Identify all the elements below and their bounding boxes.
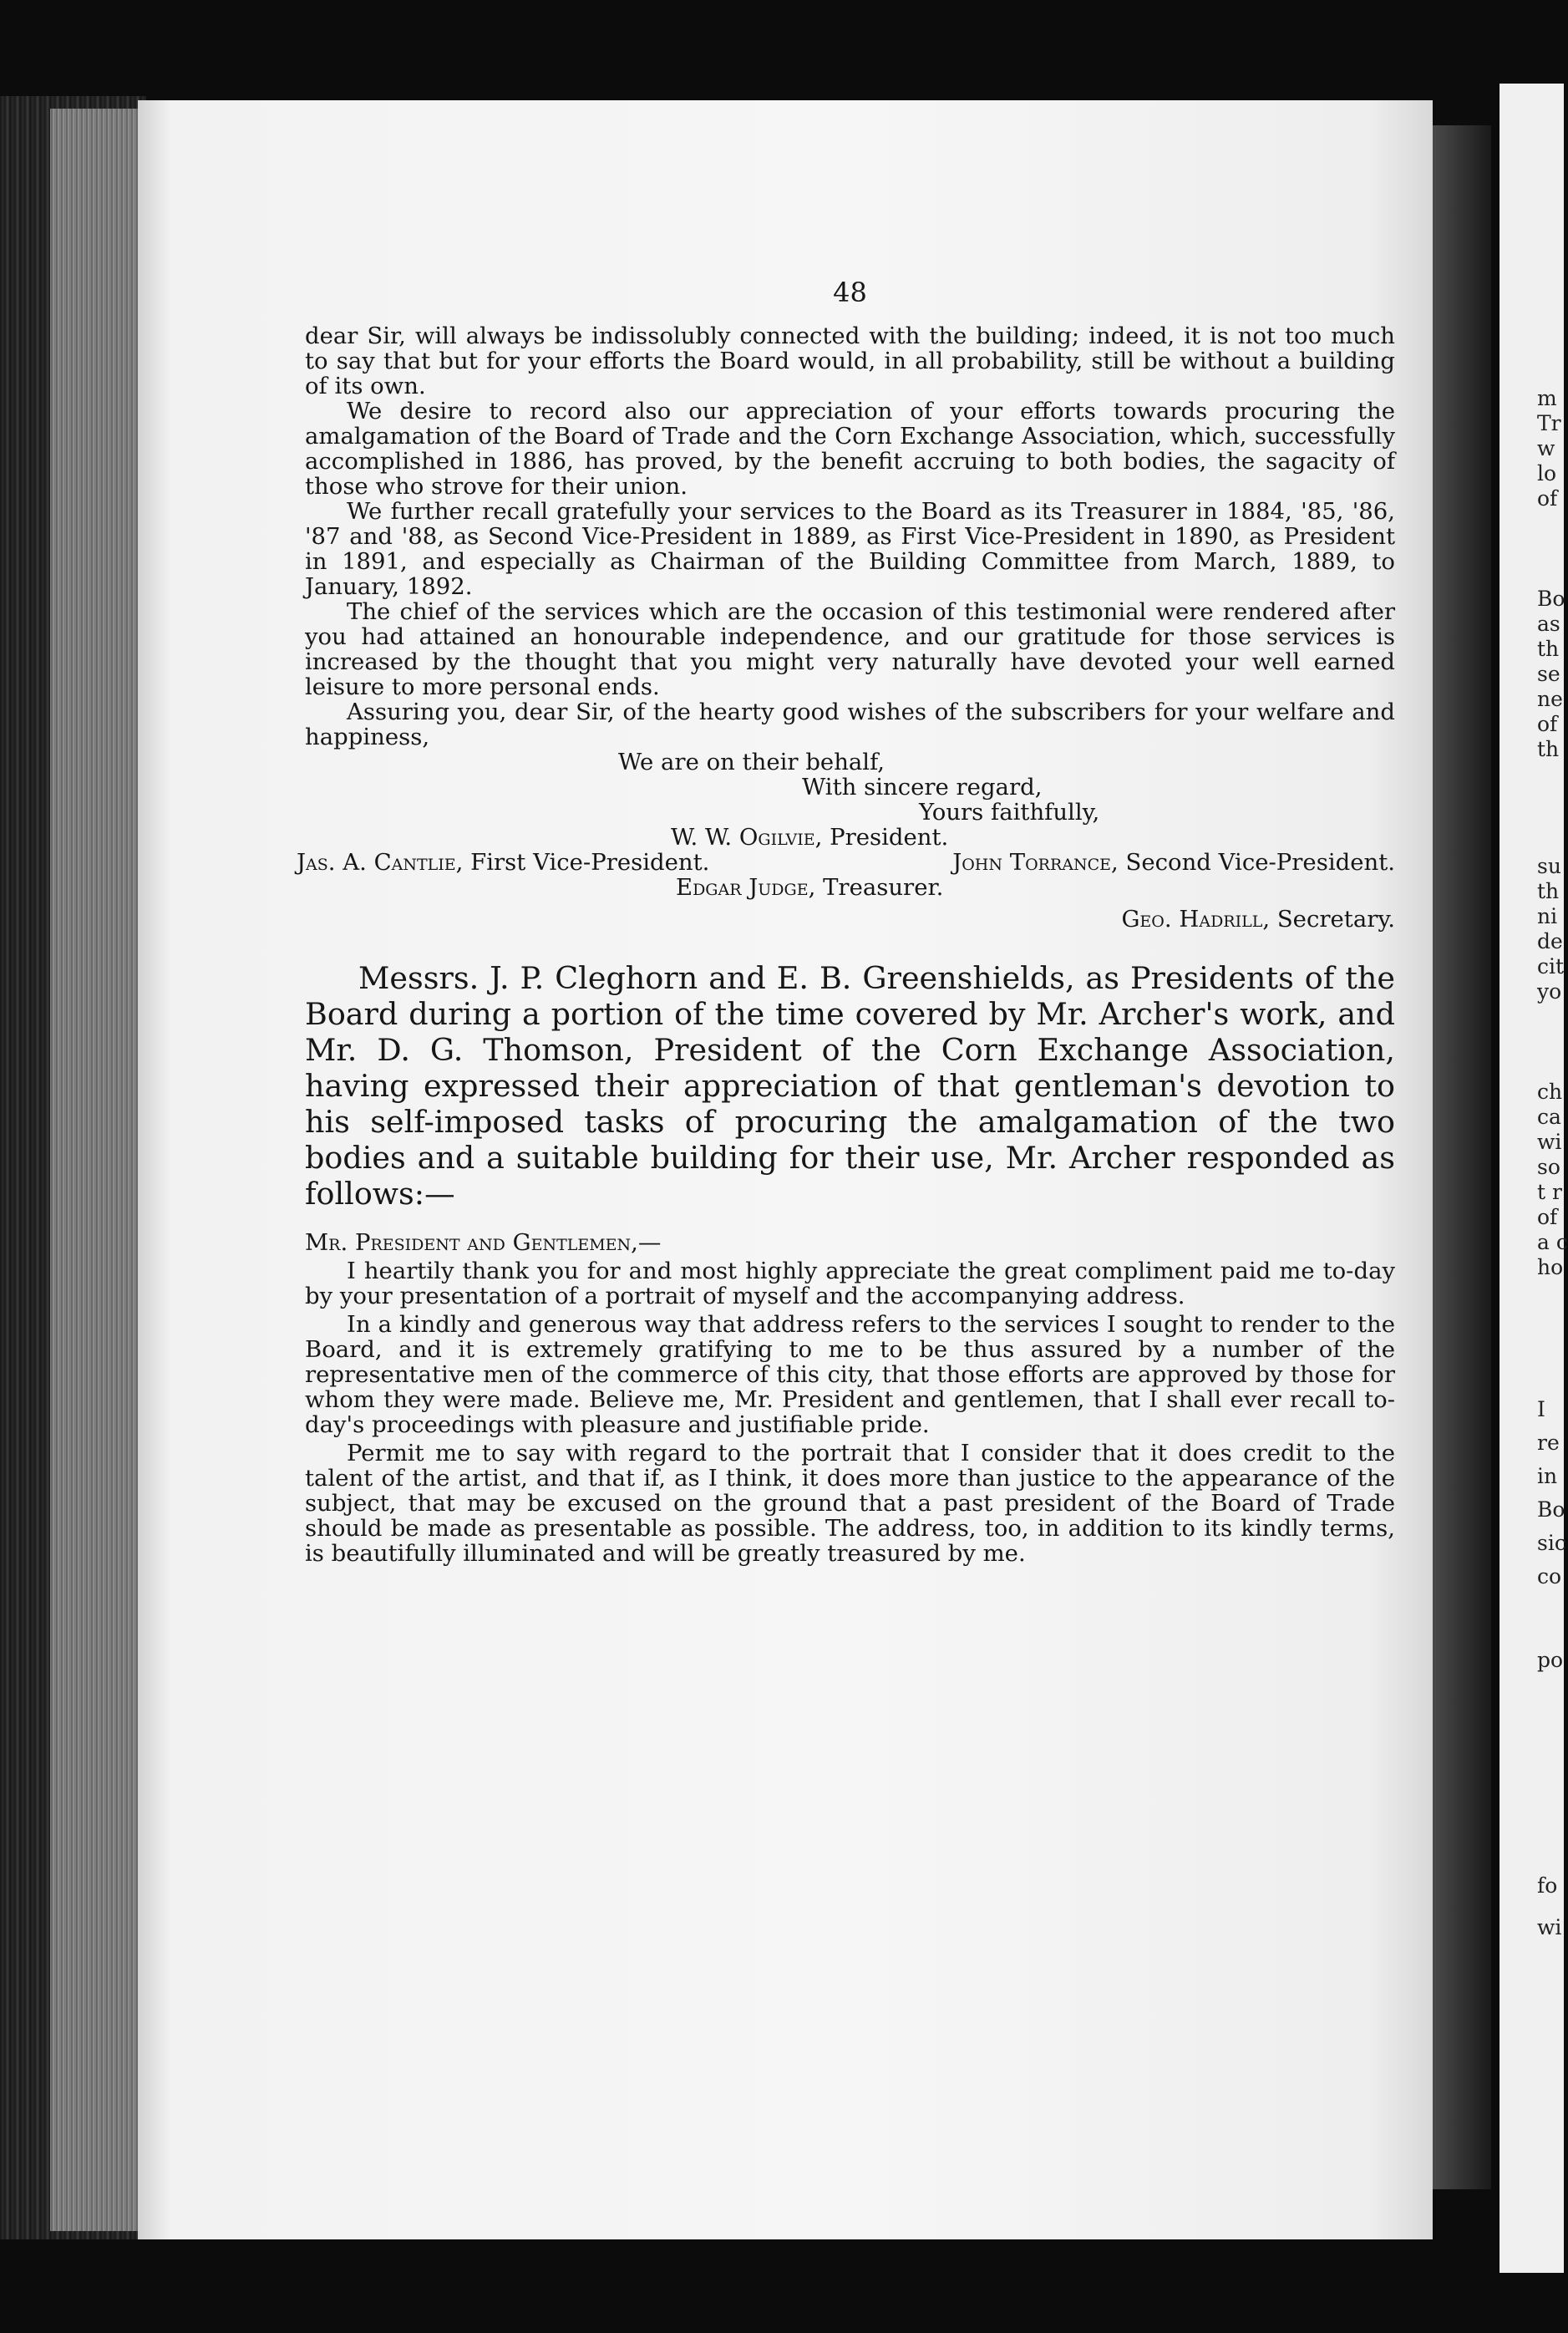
next-page-word: ne [1537,687,1563,711]
signatory-judge [305,875,1395,900]
next-page-word: a c [1537,1230,1568,1254]
reply-paragraph: Permit me to say with regard to the portrait that I consider that it does credit to the talent of the artist, and that if, as I think, it does more than justice to the appearance of the subject, that may be excused on the ground that a past president of the Board of Trade should be made as presentable as possible. The address, too, in addition to its kindly terms, is beautifully illuminated and will be greatly treasured by me. [305,1440,1395,1567]
next-page-word: de [1537,929,1563,953]
next-page-word: ch [1537,1080,1563,1104]
next-page-word: as [1537,612,1560,636]
next-page-word: Tr [1537,411,1561,435]
signatory-hadrill [305,907,1395,932]
next-page-word: in [1537,1464,1558,1488]
next-page-word: ca [1537,1105,1561,1129]
signatory-title: President. [830,824,949,851]
paragraph: We further recall gratefully your services to the Board as its Treasurer in 1884, '85, '86, '87 and '88, as Second Vice-President in 1889, as First Vice-President in 1890, as President in 1891, and especially as Chairman of the Building Committee from March, 1889, to January, 1892. [305,498,1395,600]
page-gutter-shadow [1433,125,1491,2189]
closing-line: With sincere regard, [802,774,1043,801]
intro-paragraph: Messrs. J. P. Cleghorn and E. B. Greenshields, as Presidents of the Board during a portion of the time covered by Mr. Archer's work, and Mr. D. G. Thomson, President of the Corn Exchange Association, having expressed their appreciation of that gentleman's devotion to his self-imposed tasks of procuring the amalgamation of the two bodies and a suitable building for their use, Mr. Archer responded as follows:— [305,960,1395,1212]
signatory-name: Edgar Judge, [676,874,816,901]
next-page-word: re [1537,1431,1560,1455]
next-page-word: m [1537,386,1557,410]
closing-line: We are on their behalf, [618,749,885,775]
next-page-word: Bo [1537,1497,1565,1522]
signatory-ogilvie [305,825,1395,850]
signatory-name: Jas. A. Cantlie, [297,849,464,876]
next-page-word: t r [1537,1180,1562,1204]
closing-line: Yours faithfully, [919,799,1100,826]
next-page-word: so [1537,1155,1560,1179]
paragraph: Assuring you, dear Sir, of the hearty good wishes of the subscribers for your welfare and happiness, [305,699,1395,750]
next-page-word: ni [1537,904,1558,928]
next-page-word: th [1537,879,1560,903]
next-page-word: co [1537,1564,1562,1588]
signatory-title: Secretary. [1276,906,1395,933]
reply-speech [305,1258,1395,1566]
next-page-word: of [1537,486,1558,511]
signatory-row [297,849,1395,876]
paragraph: The chief of the services which are the occasion of this testimonial were rendered after you had attained an honourable independence, and our gratitude for those services is increased by the thought that you might very naturally have devoted your well earned leisure to more personal ends. [305,598,1395,700]
salutation: Mr. President and Gentlemen,— [305,1229,662,1256]
signatory-name: John Torrance, [952,849,1119,876]
signatory-name: Geo. Hadrill, [1121,906,1271,933]
next-page-word: wi [1537,1915,1562,1939]
signatories [297,824,1395,933]
paragraph: dear Sir, will always be indissolubly connected with the building; indeed, it is not too much to say that but for your efforts the Board would, in all probability, still be without a building of its own. [305,323,1395,399]
next-page-word: of [1537,1205,1558,1229]
next-page-word: ho [1537,1255,1564,1279]
signatory-title: Treasurer. [823,874,944,901]
next-page-word: th [1537,737,1560,761]
next-page-word: sic [1537,1531,1566,1555]
next-page-word: cit [1537,954,1565,978]
next-page-word: lo [1537,461,1557,485]
next-page-word: of [1537,712,1558,736]
reply-paragraph: I heartily thank you for and most highly appreciate the great compliment paid me to-day by your presentation of a portrait of myself and the accompanying address. [305,1258,1395,1309]
next-page-word: yo [1537,979,1562,1004]
page-stack-edge [50,109,150,2231]
signatory-cantlie [297,850,709,875]
letter-closing [305,750,1395,825]
signatory-title: Second Vice-President. [1125,849,1395,876]
page-number: 48 [833,277,867,308]
reply-paragraph: In a kindly and generous way that address refers to the services I sought to render to the Board, and it is extremely gratifying to me to be thus assured by a number of the representative men of the commerce of this city, that those efforts are approved by those for whom they were made. Believe me, Mr. President and gentlemen, that I shall ever recall to-day's proceedings with pleasure and justifiable pride. [305,1311,1395,1438]
next-page-word: w [1537,436,1555,460]
next-page-word: su [1537,854,1561,878]
next-page-word: I [1537,1397,1545,1421]
signatory-title: First Vice-President. [470,849,710,876]
next-page-word: Bo [1537,587,1565,611]
next-page-word: th [1537,637,1560,661]
page-content [297,277,1395,1569]
paragraph: We desire to record also our appreciation of your efforts towards procuring the amalgamation of the Board of Trade and the Corn Exchange Association, which, successfully accomplished in 1886, has proved, by the benefit accruing to both bodies, the sagacity of those who strove for their union. [305,398,1395,500]
next-page-word: fo [1537,1873,1558,1898]
next-page-word: po [1537,1648,1564,1672]
signatory-torrance [952,850,1395,875]
signatory-name: W. W. Ogilvie, [671,824,823,851]
next-page-word: se [1537,662,1560,686]
next-page-word: wi [1537,1130,1562,1154]
